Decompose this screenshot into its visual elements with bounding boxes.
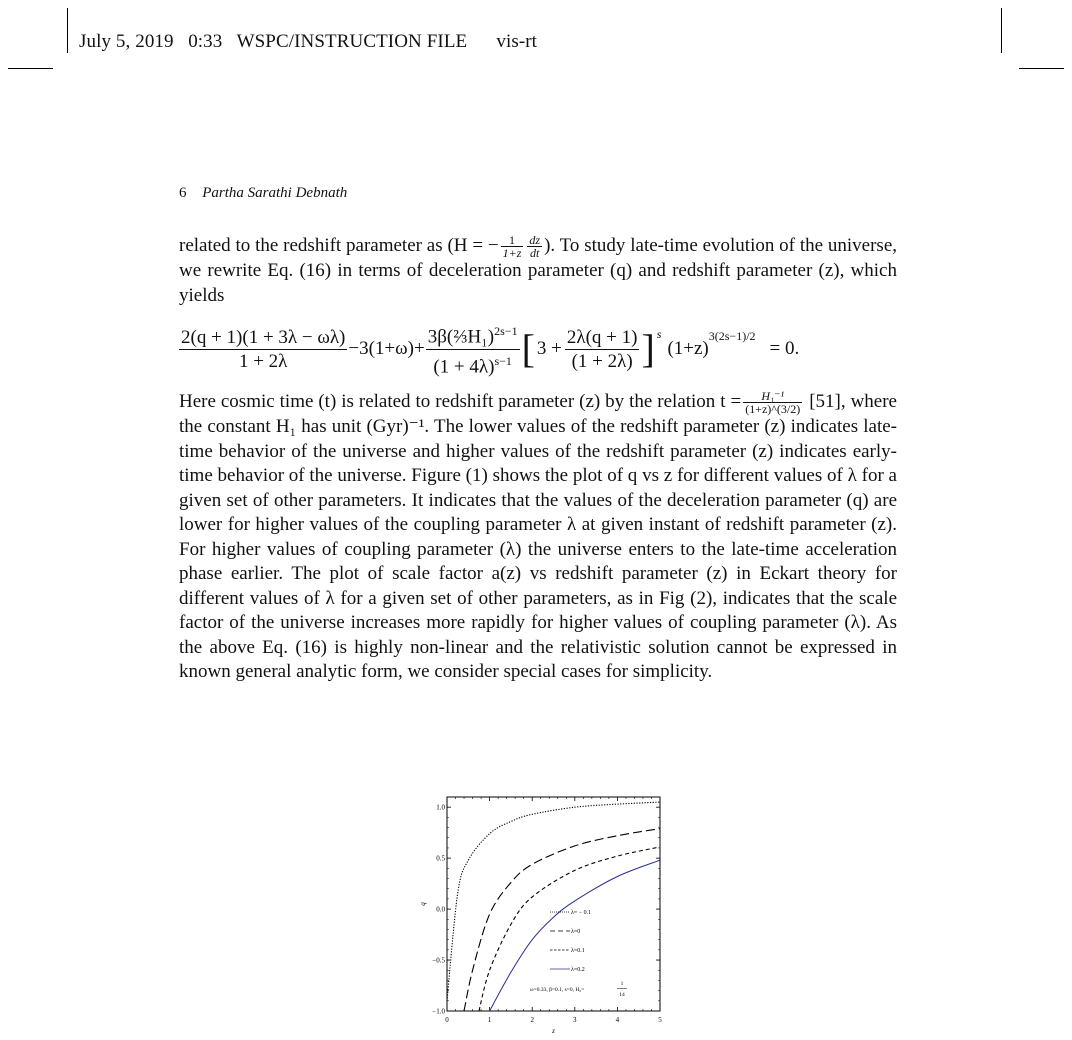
x-tick-label: 0 (445, 1016, 449, 1024)
legend-label-2: λ=0.1 (571, 948, 585, 954)
eq-term-4-lead: 3 + (536, 338, 562, 359)
plot-frame (447, 797, 660, 1011)
figure-q-vs-z (420, 790, 670, 1035)
equation-q-z (179, 321, 897, 377)
x-tick-label: 2 (530, 1016, 534, 1024)
y-axis-label: q (419, 902, 427, 906)
eq-term-5-exponent: 3(2s−1)/2 (708, 329, 756, 343)
crop-mark-right-vertical (1001, 8, 1002, 53)
series-line-1 (464, 829, 660, 1011)
header-date: July 5, 2019 (79, 31, 174, 52)
p2-text1: Here cosmic time (t) is related to redshift parameter (z) by the relation t = (179, 391, 742, 412)
x-tick-label: 5 (658, 1016, 662, 1024)
eq-term-3: $\frac{3\beta(\frac{2}{3}H_1)^{2s-1}}{(1 + 4\lambda)^{s-1}}$ (426, 320, 520, 378)
legend-fraction-numerator: 1 (620, 981, 624, 987)
paragraph-2 (179, 390, 897, 685)
eq-bracket-exponent: s (656, 327, 662, 341)
legend-label-3: λ=0.2 (571, 967, 585, 973)
author-name: Partha Sarathi Debnath (202, 185, 348, 201)
legend-fraction-denominator: 14 (619, 992, 625, 998)
y-tick-label: −0.5 (432, 956, 445, 965)
legend-parameters: ω=0.33, β=0.1, s=0, H₀= (530, 987, 585, 993)
p1-lead: related to the redshift parameter as (H = − (179, 235, 499, 256)
eq-term-1: 2(q + 1)(1 + 3λ − ωλ) 1 + 2λ (181, 326, 346, 372)
crop-mark-left-vertical (67, 8, 68, 53)
fraction-1-over-1plusz: $\frac{1}{1+z}$ (502, 233, 522, 261)
y-tick-label: 0.5 (436, 854, 445, 863)
x-axis-label: z (552, 1027, 555, 1035)
header-publisher: WSPC/INSTRUCTION FILE (236, 31, 468, 52)
eq-term-2: −3(1+ω)+ (348, 338, 425, 359)
crop-mark-left-horizontal (8, 68, 53, 69)
x-tick-label: 4 (615, 1016, 620, 1024)
p2-text2: [51], where the constant H₁ has unit (Gyr)⁻¹. The lower values of the redshift parameter (z) indicates late-time behavior of the universe and higher values of the redshift parameter (z) indicates early-time behavior of the universe. Figure (1) shows the plot of q vs z for different values of λ for a given set of other parameters. It indicates that the values of the deceleration parameter (q) are lower for higher values of the coupling parameter λ at given instant of redshift parameter (z). For higher values of coupling parameter (λ) the universe enters to the late-time acceleration phase earlier. The plot of scale factor a(z) vs redshift parameter (z) in Eckart theory for different values of λ for a given set of other parameters, as in Fig (2), indicates that the scale factor of the universe increases more rapidly for higher values of coupling parameter (λ). As the above Eq. (16) is highly non-linear and the relativistic solution cannot be expressed in known general analytic form, we consider special cases for simplicity. (179, 391, 897, 683)
y-tick-label: −1.0 (432, 1007, 445, 1016)
header-time: 0:33 (188, 31, 223, 52)
y-tick-label: 0.0 (436, 905, 445, 914)
page-header (179, 185, 347, 202)
paragraph-1 (179, 234, 897, 308)
eq-term-5: (1+z) (667, 338, 709, 359)
eq-rhs: = 0. (769, 338, 800, 359)
legend-label-1: λ=0 (571, 929, 581, 935)
header-file: vis-rt (496, 31, 538, 52)
legend-label-0: λ= − 0.1 (571, 910, 592, 916)
fraction-dz-dt: $\frac{dz}{dt}$ (529, 233, 541, 261)
x-tick-label: 3 (573, 1016, 577, 1024)
series-line-0 (447, 802, 660, 1001)
eq-left-bracket: [ (521, 326, 535, 371)
y-tick-label: 1.0 (436, 803, 445, 812)
page-number: 6 (179, 185, 187, 201)
x-tick-label: 1 (487, 1016, 492, 1024)
chart-svg (420, 790, 670, 1035)
crop-mark-right-horizontal (1019, 68, 1064, 69)
eq-term-4-frac: $\frac{2\lambda(q + 1)}{(1 + 2\lambda)}$ (566, 326, 638, 372)
running-header (79, 31, 537, 53)
fraction-time-relation: $\frac{\text{H₁⁻¹}}{(1+z)\^{}(3/2)}$ (745, 389, 801, 417)
p1-rest: ). To study late-time evolution of the universe, we rewrite Eq. (16) in terms of deceleration parameter (q) and redshift parameter (z), which yields (179, 235, 897, 306)
eq-right-bracket: ] (641, 326, 655, 371)
